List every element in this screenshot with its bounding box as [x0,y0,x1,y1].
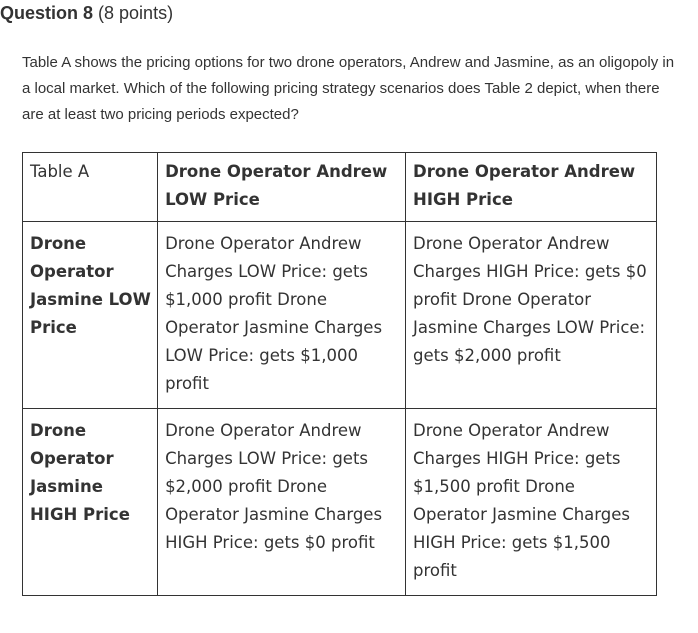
row-header-jasmine-high: Drone Operator Jasmine HIGH Price [23,409,158,596]
pricing-table [22,152,657,596]
question-prompt: Table A shows the pricing options for two drone operators, Andrew and Jasmine, as an oligopoly in a local market. Which of the following pricing strategy scenarios does Table 2 depict, when there are at least two pricing periods expected? [22,54,675,123]
column-header-andrew-low: Drone Operator Andrew LOW Price [158,153,406,222]
question-title [0,2,173,24]
table-row [23,222,657,409]
cell-andrew-low-jasmine-high: Drone Operator Andrew Charges LOW Price: gets $2,000 profit Drone Operator Jasmine Charges HIGH Price: gets $0 profit [158,409,406,596]
row-header-jasmine-low: Drone Operator Jasmine LOW Price [23,222,158,409]
question-number: Question 8 [0,3,94,23]
table-header-row [23,153,657,222]
column-header-andrew-high: Drone Operator Andrew HIGH Price [406,153,657,222]
cell-andrew-low-jasmine-low: Drone Operator Andrew Charges LOW Price: gets $1,000 profit Drone Operator Jasmine Charges LOW Price: gets $1,000 profit [158,222,406,409]
question-points: (8 points) [98,3,174,23]
table-row [23,409,657,596]
cell-andrew-high-jasmine-low: Drone Operator Andrew Charges HIGH Price: gets $0 profit Drone Operator Jasmine Charges LOW Price: gets $2,000 profit [406,222,657,409]
table-corner-label: Table A [23,153,158,222]
cell-andrew-high-jasmine-high: Drone Operator Andrew Charges HIGH Price: gets $1,500 profit Drone Operator Jasmine Charges HIGH Price: gets $1,500 profit [406,409,657,596]
